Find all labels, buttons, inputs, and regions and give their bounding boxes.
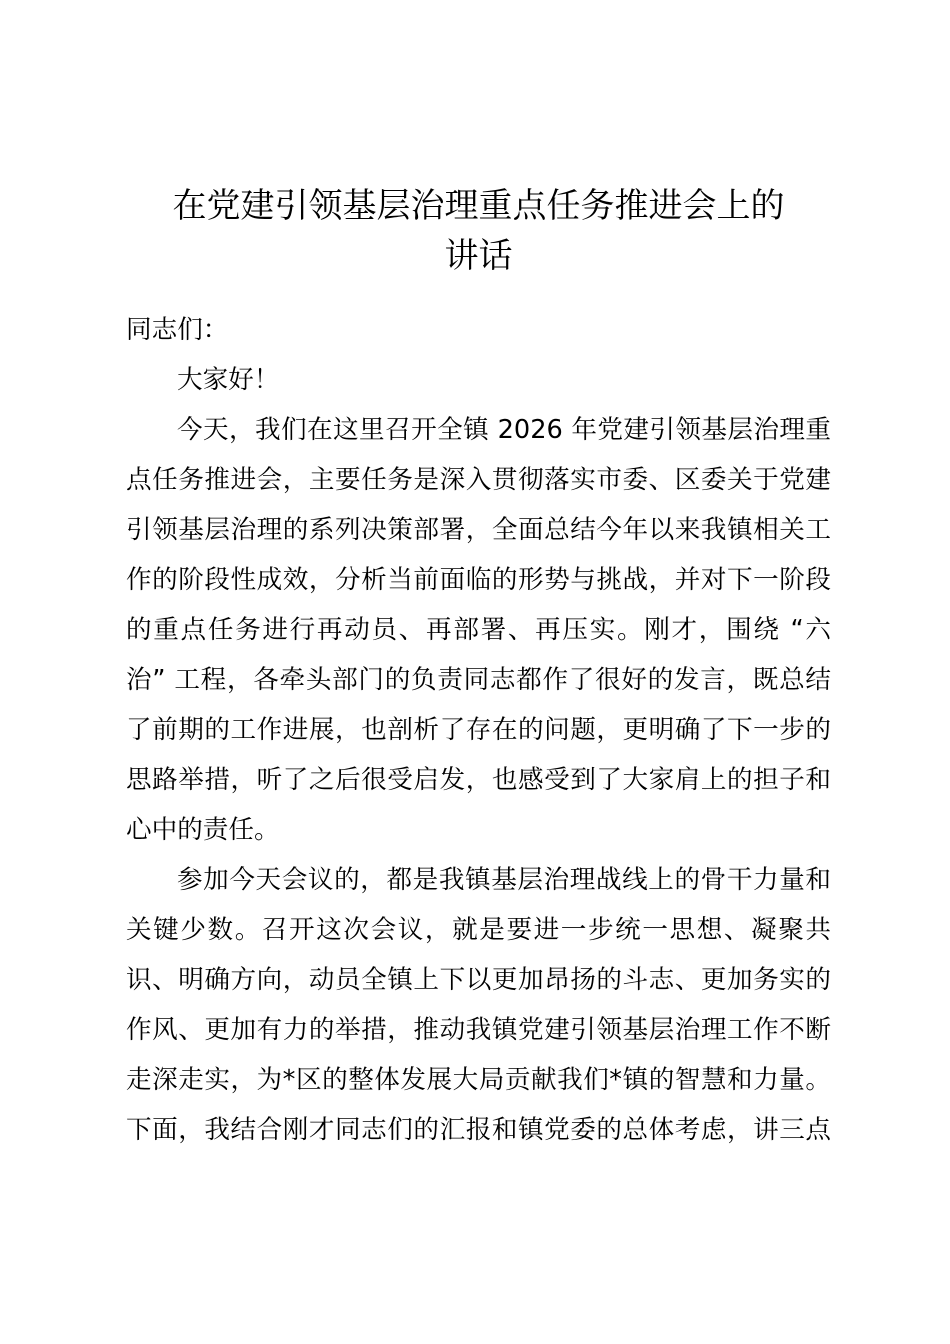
paragraph-1-line: 心中的责任。 bbox=[126, 815, 280, 845]
paragraph-1-line: 作的阶段性成效，分析当前面临的形势与挑战，并对下一阶段 bbox=[126, 565, 831, 595]
document-title-line-1: 在党建引领基层治理重点任务推进会上的 bbox=[172, 186, 785, 226]
paragraph-1-line: 今天，我们在这里召开全镇 2026 年党建引领基层治理重 bbox=[177, 415, 831, 445]
paragraph-2-line: 走深走实，为*区的整体发展大局贡献我们*镇的智慧和力量。 bbox=[126, 1065, 831, 1095]
paragraph-2-line: 下面，我结合刚才同志们的汇报和镇党委的总体考虑，讲三点 bbox=[126, 1115, 831, 1145]
paragraph-1-line: 思路举措，听了之后很受启发，也感受到了大家肩上的担子和 bbox=[126, 765, 831, 795]
paragraph-2-line: 参加今天会议的，都是我镇基层治理战线上的骨干力量和 bbox=[177, 865, 831, 895]
paragraph-2-line: 作风、更加有力的举措，推动我镇党建引领基层治理工作不断 bbox=[126, 1015, 831, 1045]
document-title-line-2: 讲话 bbox=[444, 236, 513, 276]
paragraph-1-line: 引领基层治理的系列决策部署，全面总结今年以来我镇相关工 bbox=[126, 515, 831, 545]
paragraph-1-line: 的重点任务进行再动员、再部署、再压实。刚才，围绕 “六 bbox=[126, 615, 831, 645]
paragraph-1-line: 治” 工程，各牵头部门的负责同志都作了很好的发言，既总结 bbox=[126, 665, 831, 695]
paragraph-2-line: 关键少数。召开这次会议，就是要进一步统一思想、凝聚共 bbox=[126, 915, 831, 945]
paragraph-2-line: 识、明确方向，动员全镇上下以更加昂扬的斗志、更加务实的 bbox=[126, 965, 831, 995]
greeting: 大家好！ bbox=[177, 365, 280, 395]
salutation: 同志们： bbox=[126, 315, 229, 345]
paragraph-1-line: 点任务推进会，主要任务是深入贯彻落实市委、区委关于党建 bbox=[126, 465, 831, 495]
paragraph-1-line: 了前期的工作进展，也剖析了存在的问题，更明确了下一步的 bbox=[126, 715, 831, 745]
